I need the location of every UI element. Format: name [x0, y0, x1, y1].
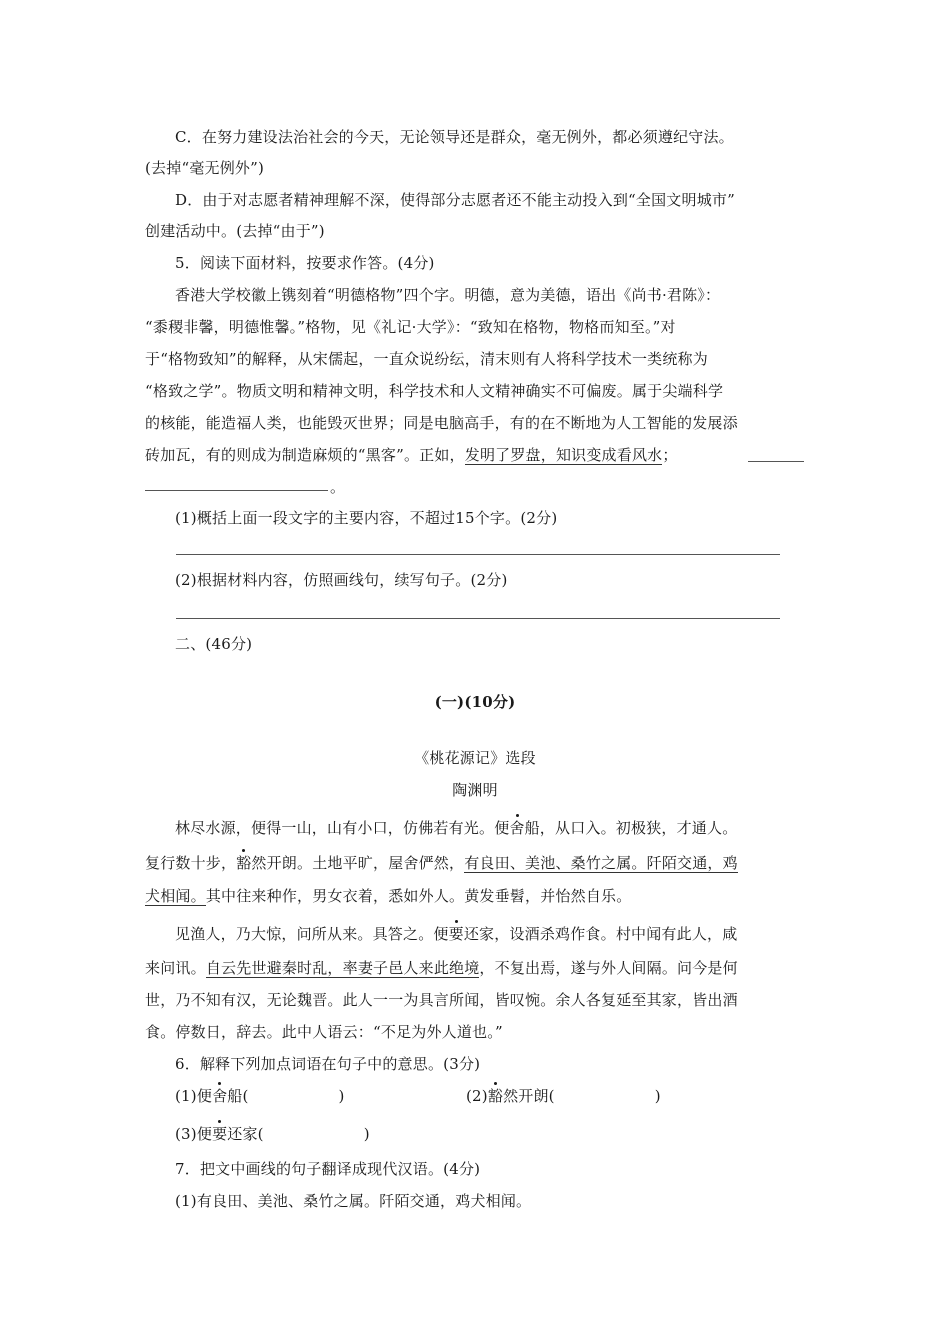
- text-title: 《桃花源记》选段: [414, 749, 536, 767]
- dotted-word: 豁: [236, 850, 251, 876]
- question-5-title: 5．阅读下面材料，按要求作答。(4分): [175, 254, 435, 272]
- passage-p2-line3: 世，乃不知有汉，无论魏晋。此人一一为具言所闻，皆叹惋。余人各复延至其家，皆出酒: [145, 991, 738, 1009]
- q6-item-text: (1)便: [175, 1087, 213, 1105]
- q5-answer-blank-continued[interactable]: [145, 490, 328, 491]
- q5-passage-line: “黍稷非馨，明德惟馨。”格物，见《礼记·大学》：“致知在格物，物格而知至。”对: [145, 318, 676, 336]
- passage-text: 林尽水源，便得一山，山有小口，仿佛若有光。便: [175, 819, 510, 837]
- text-author: 陶渊明: [452, 781, 498, 799]
- dotted-word: 舍: [212, 1083, 227, 1109]
- q5-sub-question-2: (2)根据材料内容，仿照画线句，续写句子。(2分): [175, 571, 508, 589]
- q6-items-row2: [175, 1121, 810, 1147]
- option-d-line1: D．由于对志愿者精神理解不深，使得部分志愿者还不能主动投入到“全国文明城市”: [175, 191, 735, 209]
- passage-p1-line3: [145, 883, 810, 909]
- passage-p1-line2: [145, 850, 810, 876]
- q5-sub-question-1: (1)概括上面一段文字的主要内容，不超过15个字。(2分): [175, 509, 558, 527]
- passage-p2-line1: [175, 921, 810, 947]
- q6-item-text: 船(: [227, 1087, 249, 1105]
- section-2-heading: 二、(46分): [175, 635, 253, 653]
- underlined-sentence: 自云先世避秦时乱，率妻子邑人来此绝境: [205, 959, 480, 977]
- q5-answer-blank[interactable]: [748, 461, 804, 462]
- q5-last-line-suffix: ；: [662, 446, 678, 464]
- q6-item-text: ): [363, 1125, 370, 1143]
- q5-underlined-sentence: 发明了罗盘，知识变成看风水: [464, 446, 663, 464]
- q6-item-text: ): [338, 1087, 345, 1105]
- q5-sub1-answer-line[interactable]: [176, 554, 780, 555]
- passage-text: ，不复出焉，遂与外人间隔。问今是何: [479, 959, 738, 977]
- q5-end-mark: 。: [330, 478, 346, 496]
- dotted-word: 要: [449, 921, 464, 947]
- q6-item-2: [466, 1083, 766, 1109]
- passage-text: 来问讯。: [145, 959, 206, 977]
- passage-text: 复行数十步，: [145, 854, 237, 872]
- passage-p2-line2: [145, 955, 810, 981]
- question-6-title: 6．解释下列加点词语在句子中的意思。(3分): [175, 1055, 481, 1073]
- passage-text: 其中往来种作，男女衣着，悉如外人。黄发垂髫，并怡然自乐。: [205, 887, 632, 905]
- q5-passage-last-line: [145, 442, 810, 468]
- dotted-word: 豁: [488, 1083, 503, 1109]
- q5-passage-line: 的核能，能造福人类，也能毁灭世界；同是电脑高手，有的在不断地为人工智能的发展添: [145, 414, 738, 432]
- dotted-word: 舍: [509, 815, 524, 841]
- q7-sub-question-1: (1)有良田、美池、桑竹之属。阡陌交通，鸡犬相闻。: [175, 1192, 532, 1210]
- q6-item-text: 然开朗(: [503, 1087, 555, 1105]
- option-d-line2: 创建活动中。(去掉“由于”): [145, 222, 325, 240]
- passage-text: 船，从口入。初极狭，才通人。: [524, 819, 738, 837]
- option-c-line1: C．在努力建设法治社会的今天，无论领导还是群众，毫无例外，都必须遵纪守法。: [175, 128, 734, 146]
- option-c-line2: (去掉“毫无例外”): [145, 159, 265, 177]
- passage-p1-line1: [175, 815, 810, 841]
- q6-item-text: ): [654, 1087, 661, 1105]
- passage-p2-line4: 食。停数日，辞去。此中人语云：“不足为外人道也。”: [145, 1023, 503, 1041]
- q5-last-line-prefix: 砖加瓦，有的则成为制造麻烦的“黑客”。正如，: [145, 446, 465, 464]
- passage-text: 还家，设酒杀鸡作食。村中闻有此人，咸: [463, 925, 738, 943]
- part-1-title: (一)(10分): [434, 693, 516, 711]
- q6-item-text: (3)便: [175, 1125, 213, 1143]
- q5-sub2-answer-line[interactable]: [176, 618, 780, 619]
- q5-passage-line: 香港大学校徽上镌刻着“明德格物”四个字。明德，意为美德，语出《尚书·君陈》：: [175, 286, 721, 304]
- passage-text: 然开朗。土地平旷，屋舍俨然，: [251, 854, 465, 872]
- question-7-title: 7．把文中画线的句子翻译成现代汉语。(4分): [175, 1160, 481, 1178]
- q5-passage-line: “格致之学”。物质文明和精神文明，科学技术和人文精神确实不可偏废。属于尖端科学: [145, 382, 724, 400]
- q6-item-text: 还家(: [227, 1125, 264, 1143]
- passage-text: 见渔人，乃大惊，问所从来。具答之。便: [175, 925, 449, 943]
- q6-item-text: (2): [466, 1087, 488, 1105]
- q5-passage-line: 于“格物致知”的解释，从宋儒起，一直众说纷纭，清末则有人将科学技术一类统称为: [145, 350, 708, 368]
- dotted-word: 要: [212, 1121, 227, 1147]
- underlined-sentence: 有良田、美池、桑竹之属。阡陌交通，鸡: [464, 854, 738, 872]
- underlined-sentence: 犬相闻。: [145, 887, 206, 905]
